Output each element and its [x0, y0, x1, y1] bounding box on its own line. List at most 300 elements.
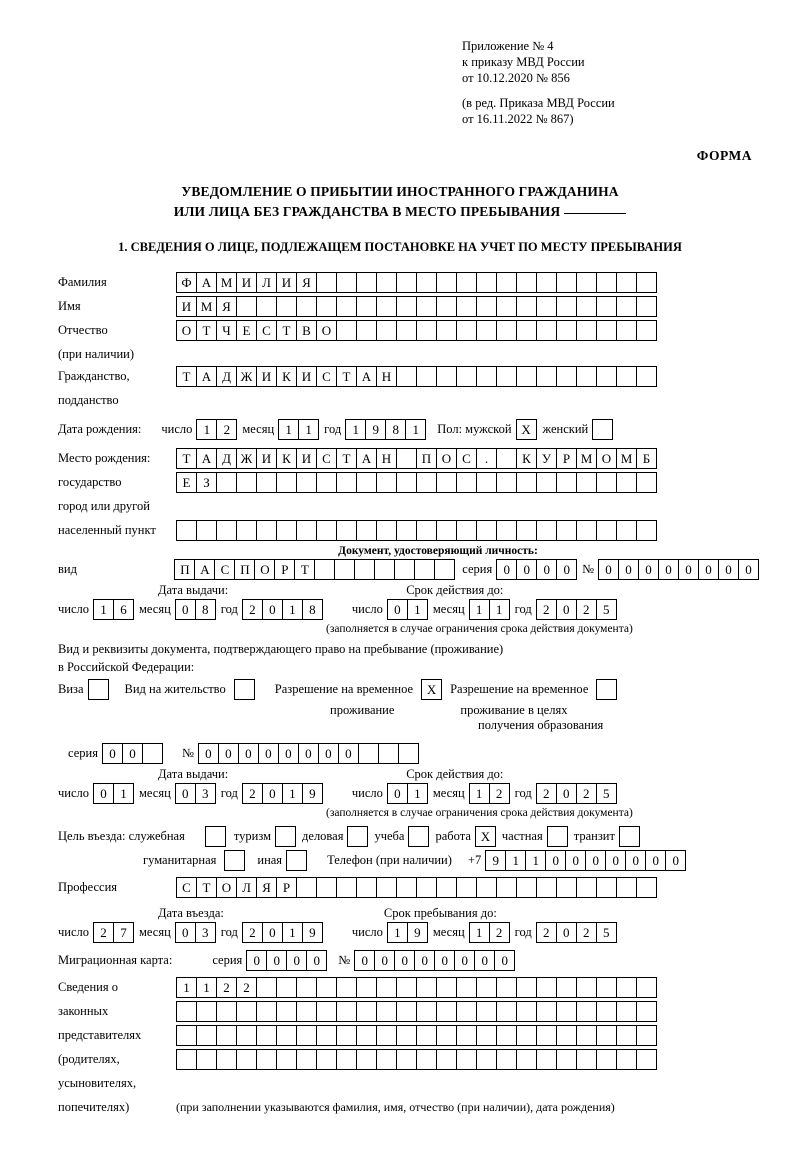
input-cell[interactable]: 2	[242, 922, 263, 943]
input-cell[interactable]	[436, 977, 457, 998]
input-cell[interactable]: Т	[294, 559, 315, 580]
input-cell[interactable]	[556, 1049, 577, 1070]
input-cell[interactable]	[576, 1001, 597, 1022]
input-cell[interactable]	[336, 272, 357, 293]
migration-series-cells[interactable]	[246, 950, 326, 971]
doc-type-cells[interactable]	[174, 559, 454, 580]
input-cell[interactable]	[436, 1049, 457, 1070]
input-cell[interactable]	[436, 1001, 457, 1022]
input-cell[interactable]: И	[176, 296, 197, 317]
input-cell[interactable]: 1	[387, 922, 408, 943]
input-cell[interactable]: У	[536, 448, 557, 469]
purpose-other-checkbox[interactable]	[286, 850, 307, 871]
input-cell[interactable]: 1	[525, 850, 546, 871]
birthplace-row-2[interactable]	[176, 472, 656, 493]
input-cell[interactable]	[476, 472, 497, 493]
input-cell[interactable]: Т	[176, 366, 197, 387]
input-cell[interactable]: Т	[336, 448, 357, 469]
input-cell[interactable]: О	[254, 559, 275, 580]
input-cell[interactable]: 1	[93, 599, 114, 620]
input-cell[interactable]	[354, 559, 375, 580]
input-cell[interactable]: А	[356, 448, 377, 469]
input-cell[interactable]	[596, 320, 617, 341]
sex-female-checkbox[interactable]	[592, 419, 613, 440]
input-cell[interactable]	[378, 743, 399, 764]
input-cell[interactable]	[376, 977, 397, 998]
input-cell[interactable]	[316, 520, 337, 541]
input-cell[interactable]: 0	[494, 950, 515, 971]
input-cell[interactable]	[456, 1025, 477, 1046]
input-cell[interactable]: И	[296, 448, 317, 469]
purpose-service-checkbox[interactable]	[205, 826, 226, 847]
input-cell[interactable]	[316, 977, 337, 998]
input-cell[interactable]	[436, 472, 457, 493]
input-cell[interactable]	[336, 977, 357, 998]
input-cell[interactable]	[276, 520, 297, 541]
input-cell[interactable]	[236, 1049, 257, 1070]
input-cell[interactable]	[596, 520, 617, 541]
input-cell[interactable]	[216, 1049, 237, 1070]
input-cell[interactable]	[556, 520, 577, 541]
input-cell[interactable]	[416, 877, 437, 898]
input-cell[interactable]: 0	[698, 559, 719, 580]
input-cell[interactable]: 2	[576, 922, 597, 943]
input-cell[interactable]	[396, 1001, 417, 1022]
input-cell[interactable]	[496, 877, 517, 898]
input-cell[interactable]	[356, 877, 377, 898]
input-cell[interactable]	[496, 977, 517, 998]
input-cell[interactable]: 2	[216, 977, 237, 998]
input-cell[interactable]: 7	[113, 922, 134, 943]
input-cell[interactable]: 6	[113, 599, 134, 620]
input-cell[interactable]	[296, 1025, 317, 1046]
input-cell[interactable]: С	[456, 448, 477, 469]
entry-day-cells[interactable]	[93, 922, 133, 943]
input-cell[interactable]	[276, 472, 297, 493]
input-cell[interactable]: О	[316, 320, 337, 341]
input-cell[interactable]	[396, 272, 417, 293]
input-cell[interactable]	[256, 520, 277, 541]
input-cell[interactable]	[316, 272, 337, 293]
input-cell[interactable]: 0	[678, 559, 699, 580]
input-cell[interactable]	[536, 520, 557, 541]
input-cell[interactable]	[636, 977, 657, 998]
purpose-study-checkbox[interactable]	[408, 826, 429, 847]
input-cell[interactable]: 5	[596, 783, 617, 804]
input-cell[interactable]	[556, 977, 577, 998]
input-cell[interactable]: А	[196, 448, 217, 469]
input-cell[interactable]	[576, 272, 597, 293]
input-cell[interactable]: 1	[282, 783, 303, 804]
input-cell[interactable]	[476, 877, 497, 898]
input-cell[interactable]: 0	[556, 599, 577, 620]
input-cell[interactable]	[276, 1049, 297, 1070]
input-cell[interactable]	[416, 1025, 437, 1046]
input-cell[interactable]: 0	[605, 850, 626, 871]
input-cell[interactable]: А	[196, 366, 217, 387]
input-cell[interactable]	[616, 1001, 637, 1022]
input-cell[interactable]	[316, 1025, 337, 1046]
input-cell[interactable]: З	[196, 472, 217, 493]
input-cell[interactable]	[396, 296, 417, 317]
input-cell[interactable]	[456, 320, 477, 341]
input-cell[interactable]: П	[174, 559, 195, 580]
entry-month-cells[interactable]	[175, 922, 215, 943]
input-cell[interactable]: 0	[102, 743, 123, 764]
input-cell[interactable]	[356, 320, 377, 341]
input-cell[interactable]: 9	[365, 419, 386, 440]
input-cell[interactable]: 2	[536, 922, 557, 943]
input-cell[interactable]	[636, 520, 657, 541]
input-cell[interactable]	[456, 877, 477, 898]
input-cell[interactable]: 0	[665, 850, 686, 871]
input-cell[interactable]: 0	[738, 559, 759, 580]
input-cell[interactable]	[516, 296, 537, 317]
input-cell[interactable]: П	[416, 448, 437, 469]
input-cell[interactable]	[396, 472, 417, 493]
input-cell[interactable]	[316, 296, 337, 317]
input-cell[interactable]: Я	[256, 877, 277, 898]
input-cell[interactable]: 0	[175, 783, 196, 804]
input-cell[interactable]	[316, 1049, 337, 1070]
input-cell[interactable]: К	[276, 366, 297, 387]
input-cell[interactable]: 0	[516, 559, 537, 580]
legal-rep-row-3[interactable]	[176, 1025, 656, 1046]
input-cell[interactable]: 8	[195, 599, 216, 620]
input-cell[interactable]: .	[476, 448, 497, 469]
input-cell[interactable]: 0	[238, 743, 259, 764]
input-cell[interactable]	[336, 296, 357, 317]
purpose-humanitarian-checkbox[interactable]	[224, 850, 245, 871]
input-cell[interactable]	[336, 320, 357, 341]
input-cell[interactable]	[142, 743, 163, 764]
input-cell[interactable]	[396, 1025, 417, 1046]
input-cell[interactable]: 1	[176, 977, 197, 998]
input-cell[interactable]	[316, 877, 337, 898]
input-cell[interactable]	[536, 272, 557, 293]
input-cell[interactable]	[636, 320, 657, 341]
input-cell[interactable]: 1	[278, 419, 299, 440]
input-cell[interactable]: О	[596, 448, 617, 469]
input-cell[interactable]: Т	[196, 320, 217, 341]
input-cell[interactable]	[256, 1025, 277, 1046]
input-cell[interactable]	[556, 320, 577, 341]
input-cell[interactable]	[476, 366, 497, 387]
input-cell[interactable]: В	[296, 320, 317, 341]
input-cell[interactable]	[296, 1001, 317, 1022]
stay-issue-month-cells[interactable]	[175, 783, 215, 804]
input-cell[interactable]	[616, 296, 637, 317]
input-cell[interactable]	[434, 559, 455, 580]
input-cell[interactable]	[476, 520, 497, 541]
input-cell[interactable]: 9	[302, 922, 323, 943]
input-cell[interactable]: Е	[176, 472, 197, 493]
input-cell[interactable]: 0	[175, 922, 196, 943]
input-cell[interactable]	[556, 472, 577, 493]
input-cell[interactable]: 0	[585, 850, 606, 871]
input-cell[interactable]	[336, 877, 357, 898]
birth-year-cells[interactable]	[345, 419, 425, 440]
input-cell[interactable]	[256, 296, 277, 317]
input-cell[interactable]	[536, 877, 557, 898]
input-cell[interactable]: 0	[414, 950, 435, 971]
input-cell[interactable]	[356, 520, 377, 541]
input-cell[interactable]	[596, 472, 617, 493]
input-cell[interactable]	[416, 472, 437, 493]
input-cell[interactable]: 9	[485, 850, 506, 871]
input-cell[interactable]	[556, 296, 577, 317]
input-cell[interactable]	[576, 320, 597, 341]
input-cell[interactable]	[236, 472, 257, 493]
input-cell[interactable]	[416, 296, 437, 317]
input-cell[interactable]: 0	[262, 599, 283, 620]
input-cell[interactable]: 0	[598, 559, 619, 580]
stay-until-year-cells[interactable]	[536, 922, 616, 943]
input-cell[interactable]: 2	[536, 599, 557, 620]
input-cell[interactable]: Е	[236, 320, 257, 341]
input-cell[interactable]	[576, 877, 597, 898]
input-cell[interactable]: С	[316, 448, 337, 469]
input-cell[interactable]	[596, 1025, 617, 1046]
birth-day-cells[interactable]	[196, 419, 236, 440]
input-cell[interactable]	[596, 366, 617, 387]
input-cell[interactable]: 0	[387, 599, 408, 620]
input-cell[interactable]	[636, 877, 657, 898]
legal-rep-row-1[interactable]	[176, 977, 656, 998]
input-cell[interactable]: 0	[93, 783, 114, 804]
input-cell[interactable]	[296, 877, 317, 898]
stay-issue-year-cells[interactable]	[242, 783, 322, 804]
input-cell[interactable]	[456, 520, 477, 541]
input-cell[interactable]	[496, 366, 517, 387]
input-cell[interactable]: 1	[407, 783, 428, 804]
input-cell[interactable]: 0	[286, 950, 307, 971]
input-cell[interactable]	[536, 1025, 557, 1046]
input-cell[interactable]	[416, 1049, 437, 1070]
doc-number-cells[interactable]	[598, 559, 758, 580]
input-cell[interactable]	[436, 877, 457, 898]
input-cell[interactable]	[536, 366, 557, 387]
input-cell[interactable]: 0	[306, 950, 327, 971]
input-cell[interactable]	[456, 366, 477, 387]
birthplace-row-1[interactable]	[176, 448, 656, 469]
name-cells[interactable]	[176, 296, 656, 317]
input-cell[interactable]	[296, 520, 317, 541]
input-cell[interactable]	[436, 1025, 457, 1046]
input-cell[interactable]	[436, 366, 457, 387]
doc-series-cells[interactable]	[496, 559, 576, 580]
input-cell[interactable]	[576, 1049, 597, 1070]
citizenship-cells[interactable]	[176, 366, 656, 387]
input-cell[interactable]: С	[256, 320, 277, 341]
stay-valid-month-cells[interactable]	[469, 783, 509, 804]
input-cell[interactable]	[216, 1025, 237, 1046]
input-cell[interactable]: 0	[262, 922, 283, 943]
input-cell[interactable]: 0	[474, 950, 495, 971]
patronymic-cells[interactable]	[176, 320, 656, 341]
input-cell[interactable]	[616, 977, 637, 998]
input-cell[interactable]	[416, 366, 437, 387]
input-cell[interactable]	[536, 1049, 557, 1070]
input-cell[interactable]	[556, 272, 577, 293]
input-cell[interactable]	[476, 272, 497, 293]
input-cell[interactable]	[356, 272, 377, 293]
input-cell[interactable]	[416, 320, 437, 341]
input-cell[interactable]	[456, 1049, 477, 1070]
input-cell[interactable]	[496, 320, 517, 341]
input-cell[interactable]	[356, 472, 377, 493]
input-cell[interactable]	[334, 559, 355, 580]
input-cell[interactable]	[374, 559, 395, 580]
purpose-tourism-checkbox[interactable]	[275, 826, 296, 847]
purpose-private-checkbox[interactable]	[547, 826, 568, 847]
input-cell[interactable]	[176, 1001, 197, 1022]
input-cell[interactable]	[216, 1001, 237, 1022]
input-cell[interactable]: Т	[196, 877, 217, 898]
input-cell[interactable]	[196, 1049, 217, 1070]
input-cell[interactable]: И	[276, 272, 297, 293]
input-cell[interactable]	[516, 320, 537, 341]
input-cell[interactable]	[256, 1049, 277, 1070]
input-cell[interactable]	[176, 1049, 197, 1070]
input-cell[interactable]	[496, 296, 517, 317]
input-cell[interactable]	[516, 1025, 537, 1046]
input-cell[interactable]	[516, 877, 537, 898]
input-cell[interactable]: 0	[175, 599, 196, 620]
input-cell[interactable]	[496, 1049, 517, 1070]
input-cell[interactable]	[376, 296, 397, 317]
input-cell[interactable]	[396, 977, 417, 998]
input-cell[interactable]: Н	[376, 448, 397, 469]
input-cell[interactable]: 0	[454, 950, 475, 971]
input-cell[interactable]: 0	[565, 850, 586, 871]
input-cell[interactable]	[616, 1049, 637, 1070]
input-cell[interactable]	[536, 977, 557, 998]
input-cell[interactable]	[196, 1025, 217, 1046]
input-cell[interactable]: Т	[336, 366, 357, 387]
input-cell[interactable]	[636, 272, 657, 293]
input-cell[interactable]	[536, 320, 557, 341]
input-cell[interactable]	[336, 1025, 357, 1046]
input-cell[interactable]	[296, 1049, 317, 1070]
input-cell[interactable]: Д	[216, 366, 237, 387]
input-cell[interactable]	[576, 977, 597, 998]
input-cell[interactable]	[516, 1049, 537, 1070]
input-cell[interactable]	[496, 1001, 517, 1022]
stay-until-day-cells[interactable]	[387, 922, 427, 943]
input-cell[interactable]	[576, 1025, 597, 1046]
stay-valid-year-cells[interactable]	[536, 783, 616, 804]
input-cell[interactable]	[636, 472, 657, 493]
input-cell[interactable]: 5	[596, 922, 617, 943]
input-cell[interactable]: М	[216, 272, 237, 293]
input-cell[interactable]	[616, 1025, 637, 1046]
input-cell[interactable]: 1	[405, 419, 426, 440]
input-cell[interactable]	[456, 272, 477, 293]
input-cell[interactable]: 1	[469, 783, 490, 804]
input-cell[interactable]: 0	[387, 783, 408, 804]
input-cell[interactable]: 0	[638, 559, 659, 580]
legal-rep-row-4[interactable]	[176, 1049, 656, 1070]
input-cell[interactable]: М	[616, 448, 637, 469]
input-cell[interactable]	[376, 272, 397, 293]
input-cell[interactable]: 1	[469, 922, 490, 943]
input-cell[interactable]	[176, 520, 197, 541]
input-cell[interactable]	[516, 472, 537, 493]
input-cell[interactable]: 2	[576, 783, 597, 804]
input-cell[interactable]	[216, 520, 237, 541]
input-cell[interactable]: 0	[645, 850, 666, 871]
input-cell[interactable]	[596, 977, 617, 998]
input-cell[interactable]	[216, 472, 237, 493]
input-cell[interactable]: 0	[625, 850, 646, 871]
input-cell[interactable]	[336, 1049, 357, 1070]
input-cell[interactable]	[496, 448, 517, 469]
input-cell[interactable]: К	[516, 448, 537, 469]
input-cell[interactable]	[616, 520, 637, 541]
input-cell[interactable]	[396, 366, 417, 387]
input-cell[interactable]: Д	[216, 448, 237, 469]
input-cell[interactable]	[236, 296, 257, 317]
input-cell[interactable]	[576, 520, 597, 541]
edu-residence-checkbox[interactable]	[596, 679, 617, 700]
input-cell[interactable]: Ж	[236, 366, 257, 387]
doc-valid-month-cells[interactable]	[469, 599, 509, 620]
input-cell[interactable]	[596, 272, 617, 293]
surname-cells[interactable]	[176, 272, 656, 293]
input-cell[interactable]	[436, 296, 457, 317]
input-cell[interactable]: А	[194, 559, 215, 580]
input-cell[interactable]	[636, 1001, 657, 1022]
purpose-work-checkbox[interactable]: Х	[475, 826, 496, 847]
doc-issue-year-cells[interactable]	[242, 599, 322, 620]
input-cell[interactable]	[576, 366, 597, 387]
input-cell[interactable]: 1	[505, 850, 526, 871]
input-cell[interactable]	[276, 977, 297, 998]
input-cell[interactable]: Н	[376, 366, 397, 387]
input-cell[interactable]	[476, 1049, 497, 1070]
input-cell[interactable]	[236, 520, 257, 541]
input-cell[interactable]: 0	[318, 743, 339, 764]
input-cell[interactable]	[476, 296, 497, 317]
input-cell[interactable]	[356, 296, 377, 317]
input-cell[interactable]: Р	[274, 559, 295, 580]
input-cell[interactable]: Т	[276, 320, 297, 341]
input-cell[interactable]	[536, 296, 557, 317]
input-cell[interactable]	[556, 366, 577, 387]
stay-series-cells[interactable]	[102, 743, 162, 764]
input-cell[interactable]: 1	[469, 599, 490, 620]
input-cell[interactable]: 0	[496, 559, 517, 580]
input-cell[interactable]	[516, 272, 537, 293]
input-cell[interactable]: Т	[176, 448, 197, 469]
entry-year-cells[interactable]	[242, 922, 322, 943]
input-cell[interactable]	[376, 472, 397, 493]
input-cell[interactable]	[356, 977, 377, 998]
doc-valid-year-cells[interactable]	[536, 599, 616, 620]
input-cell[interactable]: 0	[556, 922, 577, 943]
input-cell[interactable]: 2	[216, 419, 237, 440]
input-cell[interactable]: С	[316, 366, 337, 387]
input-cell[interactable]: 0	[718, 559, 739, 580]
input-cell[interactable]: К	[276, 448, 297, 469]
input-cell[interactable]: И	[256, 448, 277, 469]
input-cell[interactable]: 0	[122, 743, 143, 764]
input-cell[interactable]	[456, 1001, 477, 1022]
input-cell[interactable]: 1	[196, 419, 217, 440]
input-cell[interactable]	[596, 1001, 617, 1022]
input-cell[interactable]	[276, 1025, 297, 1046]
